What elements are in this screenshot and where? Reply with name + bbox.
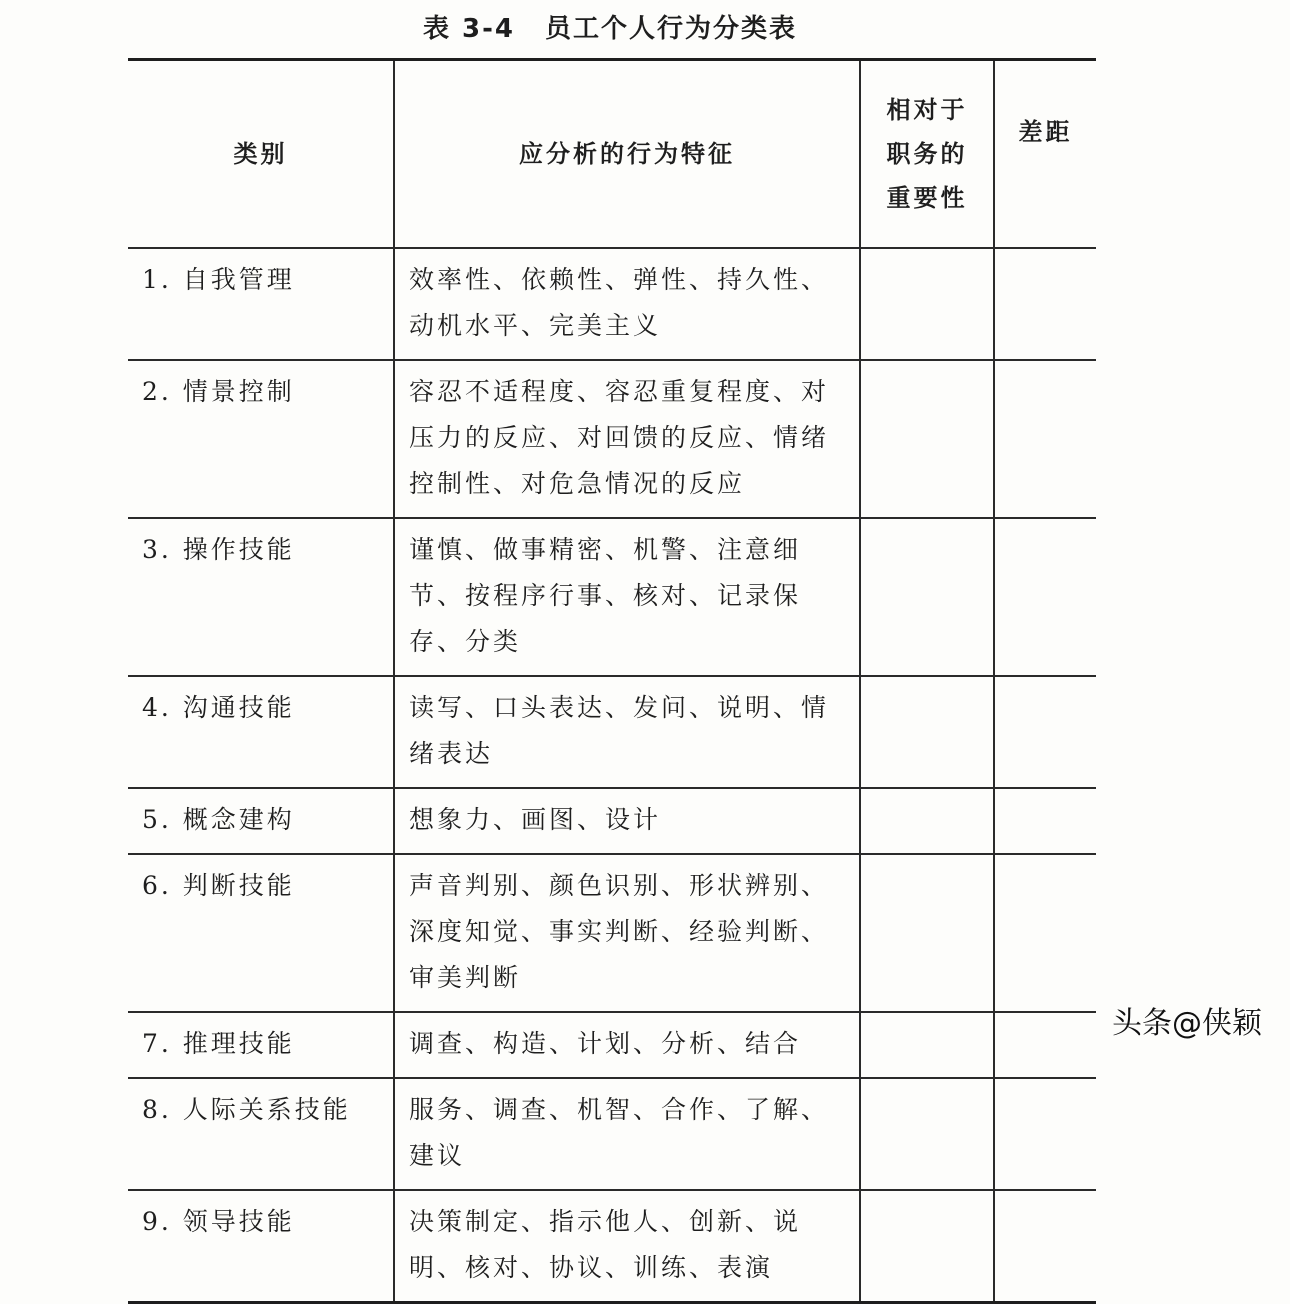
- row-gap: [994, 854, 1096, 1012]
- row-gap: [994, 1190, 1096, 1303]
- row-category: 2. 情景控制: [128, 360, 394, 518]
- row-category: 6. 判断技能: [128, 854, 394, 1012]
- row-gap: [994, 1012, 1096, 1078]
- table-row: [128, 1190, 1096, 1303]
- row-features: 效率性、依赖性、弹性、持久性、动机水平、完美主义: [394, 248, 860, 360]
- row-features: 容忍不适程度、容忍重复程度、对压力的反应、对回馈的反应、情绪控制性、对危急情况的反应: [394, 360, 860, 518]
- row-importance: [860, 676, 994, 788]
- row-importance: [860, 248, 994, 360]
- table-title: 员工个人行为分类表: [545, 14, 798, 44]
- row-features: 声音判别、颜色识别、形状辨别、深度知觉、事实判断、经验判断、审美判断: [394, 854, 860, 1012]
- table-number: 表 3-4: [422, 14, 515, 44]
- row-importance: [860, 854, 994, 1012]
- table-row: [128, 248, 1096, 360]
- header-importance: 相对于 职务的 重要性: [860, 60, 994, 249]
- header-category: 类别: [128, 60, 394, 249]
- behavior-classification-table: [128, 58, 1096, 1304]
- row-importance: [860, 360, 994, 518]
- row-gap: [994, 676, 1096, 788]
- row-features: 读写、口头表达、发问、说明、情绪表达: [394, 676, 860, 788]
- table-row: [128, 854, 1096, 1012]
- header-gap: 差距: [994, 60, 1096, 249]
- row-importance: [860, 1190, 994, 1303]
- row-gap: [994, 518, 1096, 676]
- watermark: 头条@侠颖: [1112, 1006, 1262, 1041]
- row-category: 8. 人际关系技能: [128, 1078, 394, 1190]
- row-gap: [994, 360, 1096, 518]
- row-features: 谨慎、做事精密、机警、注意细节、按程序行事、核对、记录保存、分类: [394, 518, 860, 676]
- row-category: 3. 操作技能: [128, 518, 394, 676]
- row-features: 想象力、画图、设计: [394, 788, 860, 854]
- row-features: 调查、构造、计划、分析、结合: [394, 1012, 860, 1078]
- table-row: [128, 518, 1096, 676]
- row-gap: [994, 788, 1096, 854]
- row-category: 7. 推理技能: [128, 1012, 394, 1078]
- row-features: 服务、调查、机智、合作、了解、建议: [394, 1078, 860, 1190]
- row-category: 5. 概念建构: [128, 788, 394, 854]
- row-features: 决策制定、指示他人、创新、说明、核对、协议、训练、表演: [394, 1190, 860, 1303]
- table-row: [128, 360, 1096, 518]
- row-gap: [994, 248, 1096, 360]
- row-gap: [994, 1078, 1096, 1190]
- row-importance: [860, 788, 994, 854]
- row-category: 4. 沟通技能: [128, 676, 394, 788]
- row-importance: [860, 518, 994, 676]
- row-category: 1. 自我管理: [128, 248, 394, 360]
- table-row: [128, 1078, 1096, 1190]
- header-row: [128, 60, 1096, 249]
- row-importance: [860, 1078, 994, 1190]
- table-row: [128, 788, 1096, 854]
- table-row: [128, 1012, 1096, 1078]
- table-caption: [0, 8, 1220, 45]
- row-category: 9. 领导技能: [128, 1190, 394, 1303]
- header-features: 应分析的行为特征: [394, 60, 860, 249]
- table-row: [128, 676, 1096, 788]
- row-importance: [860, 1012, 994, 1078]
